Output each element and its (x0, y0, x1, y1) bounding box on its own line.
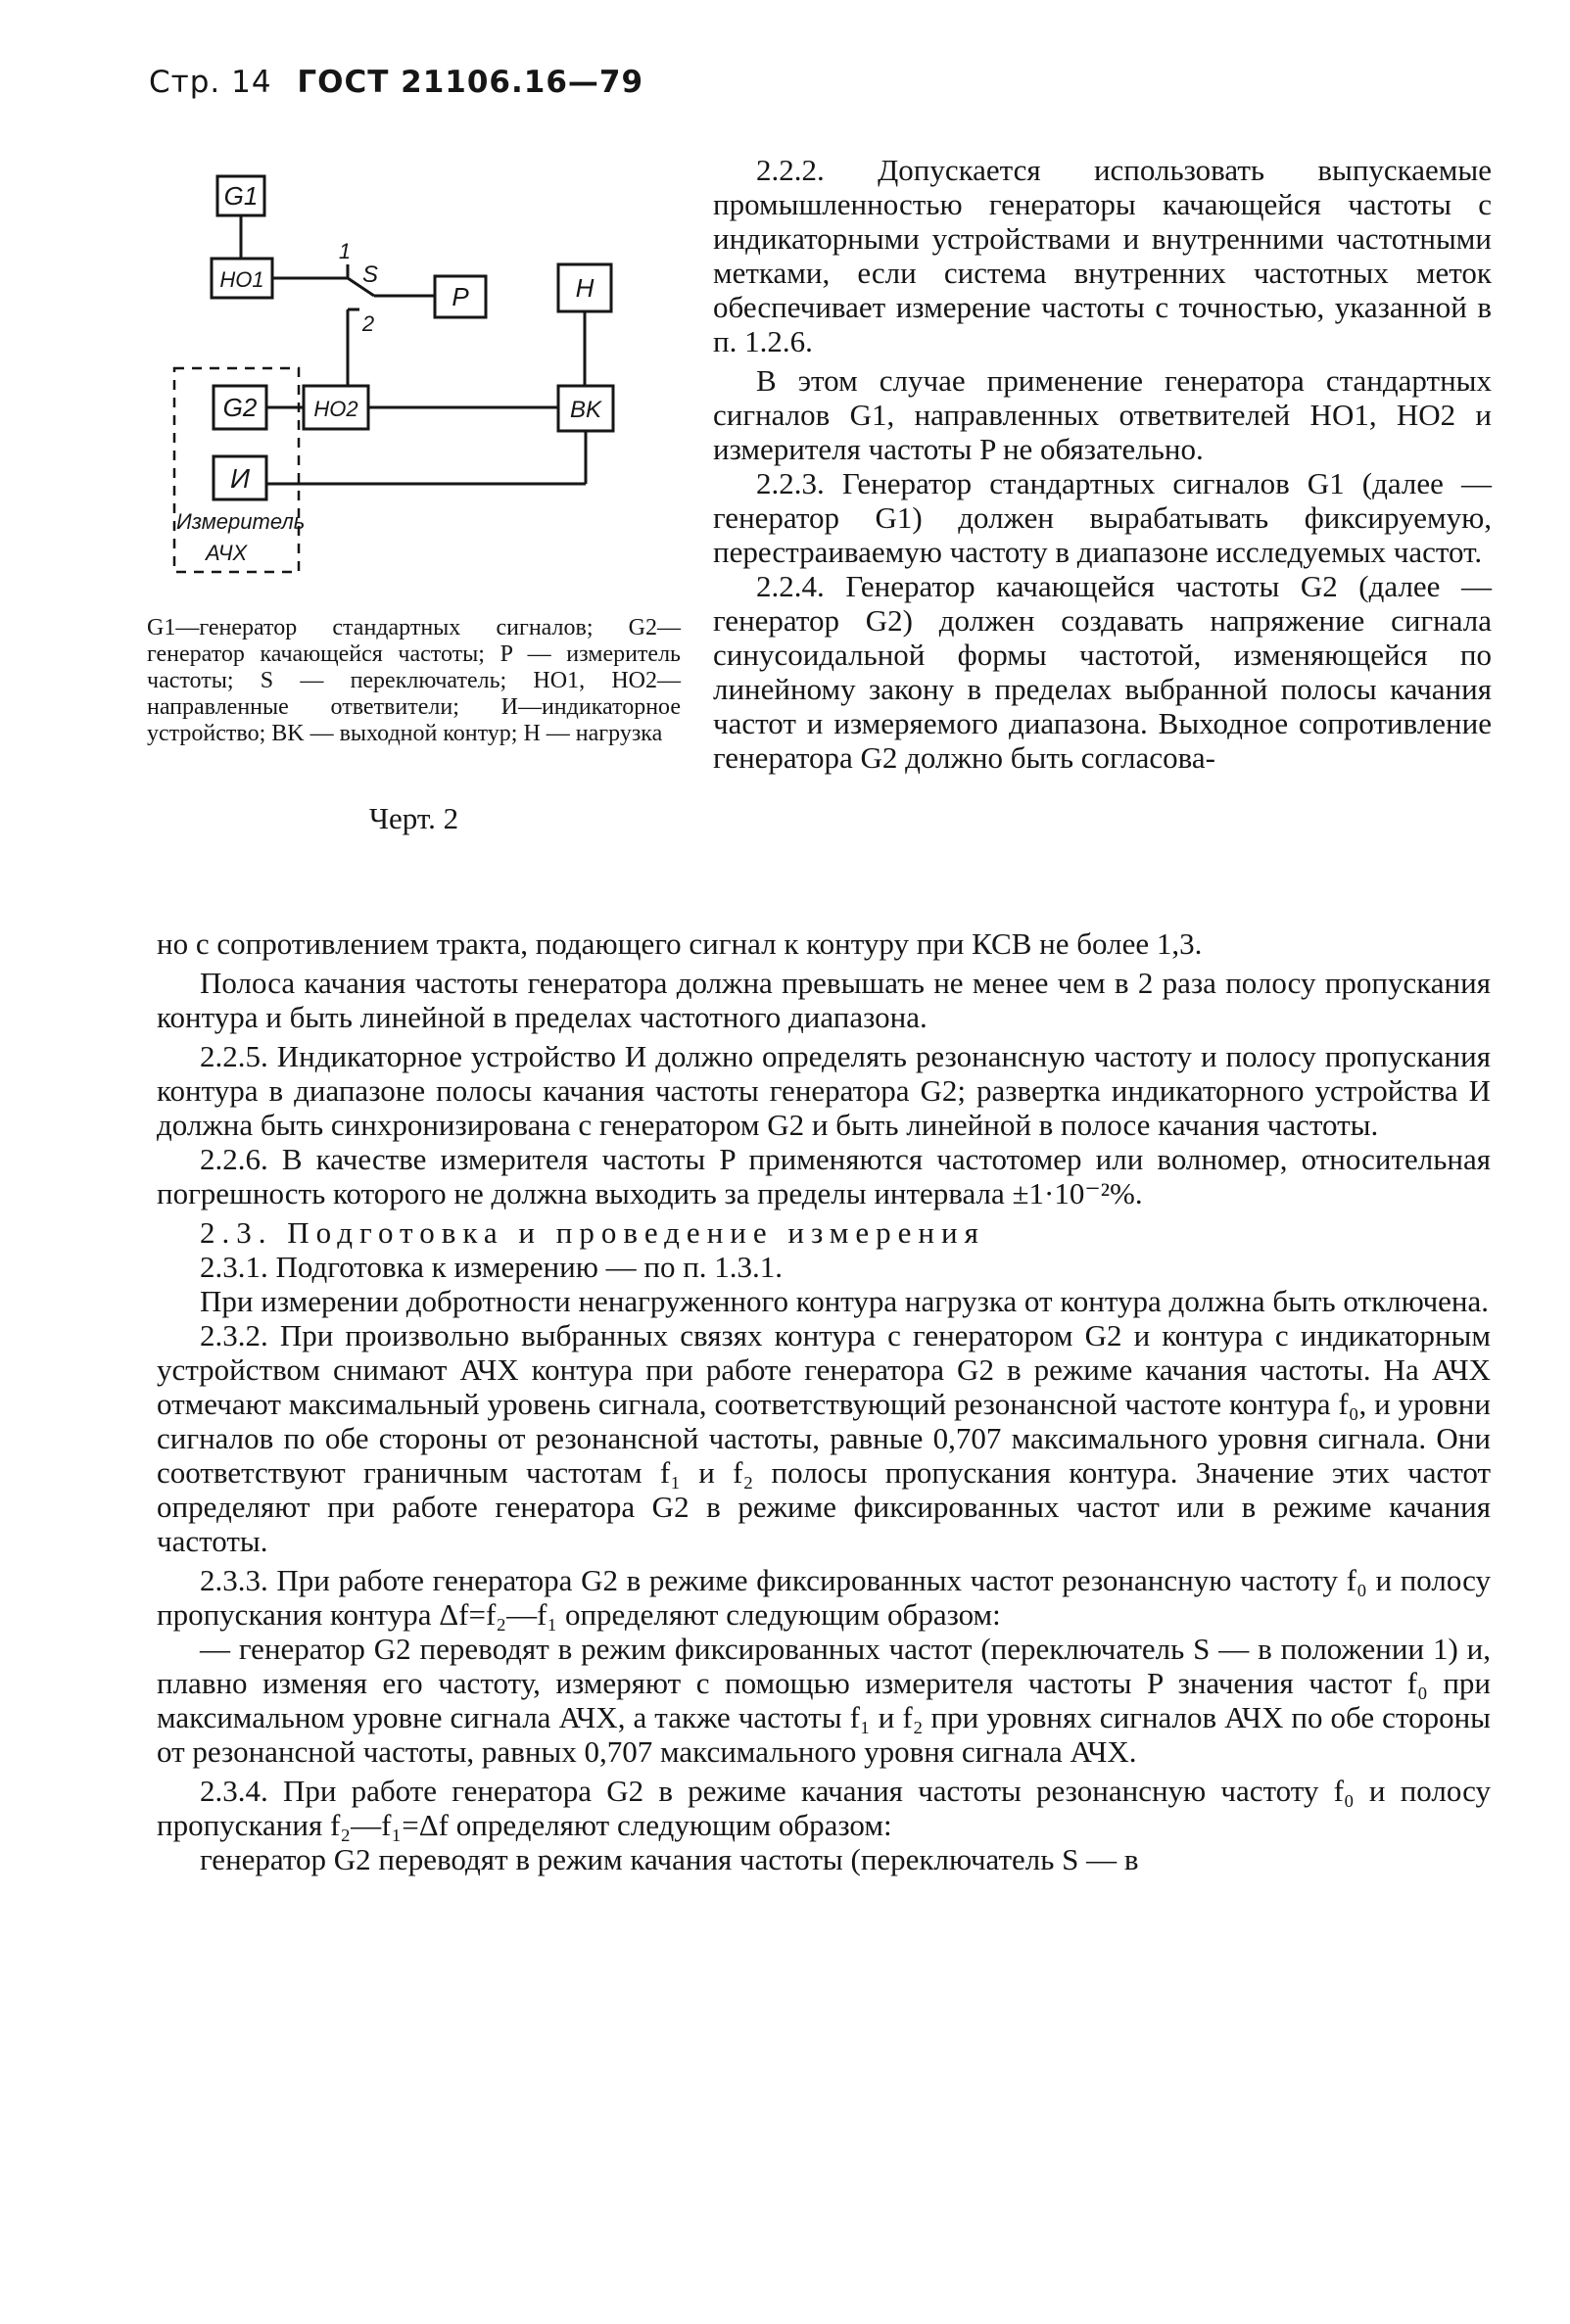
figure-title: Черт. 2 (368, 801, 459, 835)
h-label: H (575, 273, 595, 303)
paragraph-2-3-3: 2.3.3. При работе генератора G2 в режиме фиксированных частот резонансную частоту f₀ и полосу пропускания контура Δf=f₂—f₁ определяют следующим образом: (157, 1563, 1491, 1632)
page-number: Стр. 14 (149, 65, 272, 100)
standard-number: ГОСТ 21106.16—79 (297, 65, 644, 100)
paragraph-optional-note: В этом случае применение генератора стандартных сигналов G1, направленных ответвителей HO1, HO2 и измерителя частоты P не обязательно. (713, 363, 1492, 466)
full-width-text (157, 926, 1491, 1876)
right-column (713, 153, 1492, 775)
ho2-label: HO2 (313, 397, 358, 421)
paragraph-unloaded-q: При измерении добротности ненагруженного контура нагрузка от контура должна быть отключена. (200, 1284, 1490, 1318)
g1-label: G1 (223, 181, 259, 211)
p-label: P (452, 282, 469, 311)
paragraph-continuation: но с сопротивлением тракта, подающего сигнал к контуру при КСВ не более 1,3. (157, 926, 1203, 961)
paragraph-2-2-4: 2.2.4. Генератор качающейся частоты G2 (далее — генератор G2) должен создавать напряжение сигнала синусоидальной формы частотой, изменяющейся по линейному закону в пределах выбранной полосы качания частот и измеряемого диапазона. Выходное сопротивление генератора G2 должно быть согласова- (713, 569, 1492, 775)
section-title-2-3: 2.3. Подготовка и проведение измерения (200, 1215, 985, 1250)
g2-label: G2 (222, 393, 258, 422)
bk-label: BK (569, 397, 602, 423)
switch-position-2: 2 (361, 311, 375, 336)
ho1-label: HO1 (219, 267, 264, 292)
paragraph-2-2-3: 2.2.3. Генератор стандартных сигналов G1 (далее — генератор G1) должен вырабатывать фиксируемую, перестраиваемую частоту в диапазоне исследуемых частот. (713, 466, 1492, 569)
meter-label-line2: АЧХ (206, 541, 248, 565)
paragraph-2-3-1: 2.3.1. Подготовка к измерению — по п. 1.3.1. (200, 1250, 784, 1284)
paragraph-2-3-2: 2.3.2. При произвольно выбранных связях контура с генератором G2 и контура с индикаторным устройством снимают АЧХ контура при работе генератора G2 в режиме качания частоты. На АЧХ отмечают максимальный уровень сигнала, соответствующий резонансной частоте контура f₀, и уровни сигналов по обе стороны от резонансной частоты, равные 0,707 максимального уровня сигнала. Они соответствуют граничным частотам f₁ и f₂ полосы пропускания контура. Значение этих частот определяют при работе генератора G2 в режиме фиксированных частот или в режиме качания частоты. (157, 1318, 1491, 1558)
block-diagram (147, 165, 681, 595)
paragraph-2-2-6: 2.2.6. В качестве измерителя частоты P применяются частотомер или волномер, относительная погрешность которого не должна выходить за пределы интервала ±1·10⁻²%. (157, 1142, 1491, 1210)
paragraph-fixed-mode-steps: — генератор G2 переводят в режим фиксированных частот (переключатель S — в положении 1) и, плавно изменяя его частоту, измеряют с помощью измерителя частоты P значения частот f₀ при максимальном уровне сигнала АЧХ, а также частоты f₁ и f₂ при уровнях сигналов АЧХ по обе стороны от резонансной частоты, равных 0,707 максимального уровня сигнала АЧХ. (157, 1632, 1491, 1769)
paragraph-sweep-mode-steps: генератор G2 переводят в режим качания частоты (переключатель S — в (200, 1842, 1139, 1876)
paragraph-2-2-2: 2.2.2. Допускается использовать выпускаемые промышленностью генераторы качающейся частоты с индикаторными устройствами и внутренними частотными метками, если система внутренних частотных меток обеспечивает измерение частоты с точностью, указанной в п. 1.2.6. (713, 153, 1492, 358)
paragraph-2-2-5: 2.2.5. Индикаторное устройство И должно определять резонансную частоту и полосу пропускания контура в диапазоне полосы качания частоты генератора G2; развертка индикаторного устройства И должна быть синхронизирована с генератором G2 и быть линейной в полосе качания частоты. (157, 1039, 1491, 1142)
meter-label-line1: Измеритель (176, 509, 306, 534)
switch-label: S (361, 261, 379, 288)
figure-caption: G1—генератор стандартных сигналов; G2—генератор качающейся частоты; P — измеритель частоты; S — переключатель; HO1, HO2—направленные ответвители; И—индикаторное устройство; BK — выходной контур; H — нагрузка (147, 615, 681, 746)
switch-position-1: 1 (338, 239, 352, 263)
paragraph-2-3-4: 2.3.4. При работе генератора G2 в режиме качания частоты резонансную частоту f₀ и полосу пропускания f₂—f₁=Δf определяют следующим образом: (157, 1774, 1491, 1842)
page-header (149, 65, 643, 100)
i-label: И (229, 463, 251, 494)
paragraph-sweep-band: Полоса качания частоты генератора должна превышать не менее чем в 2 раза полосу пропускания контура и быть линейной в пределах частотного диапазона. (157, 966, 1491, 1034)
